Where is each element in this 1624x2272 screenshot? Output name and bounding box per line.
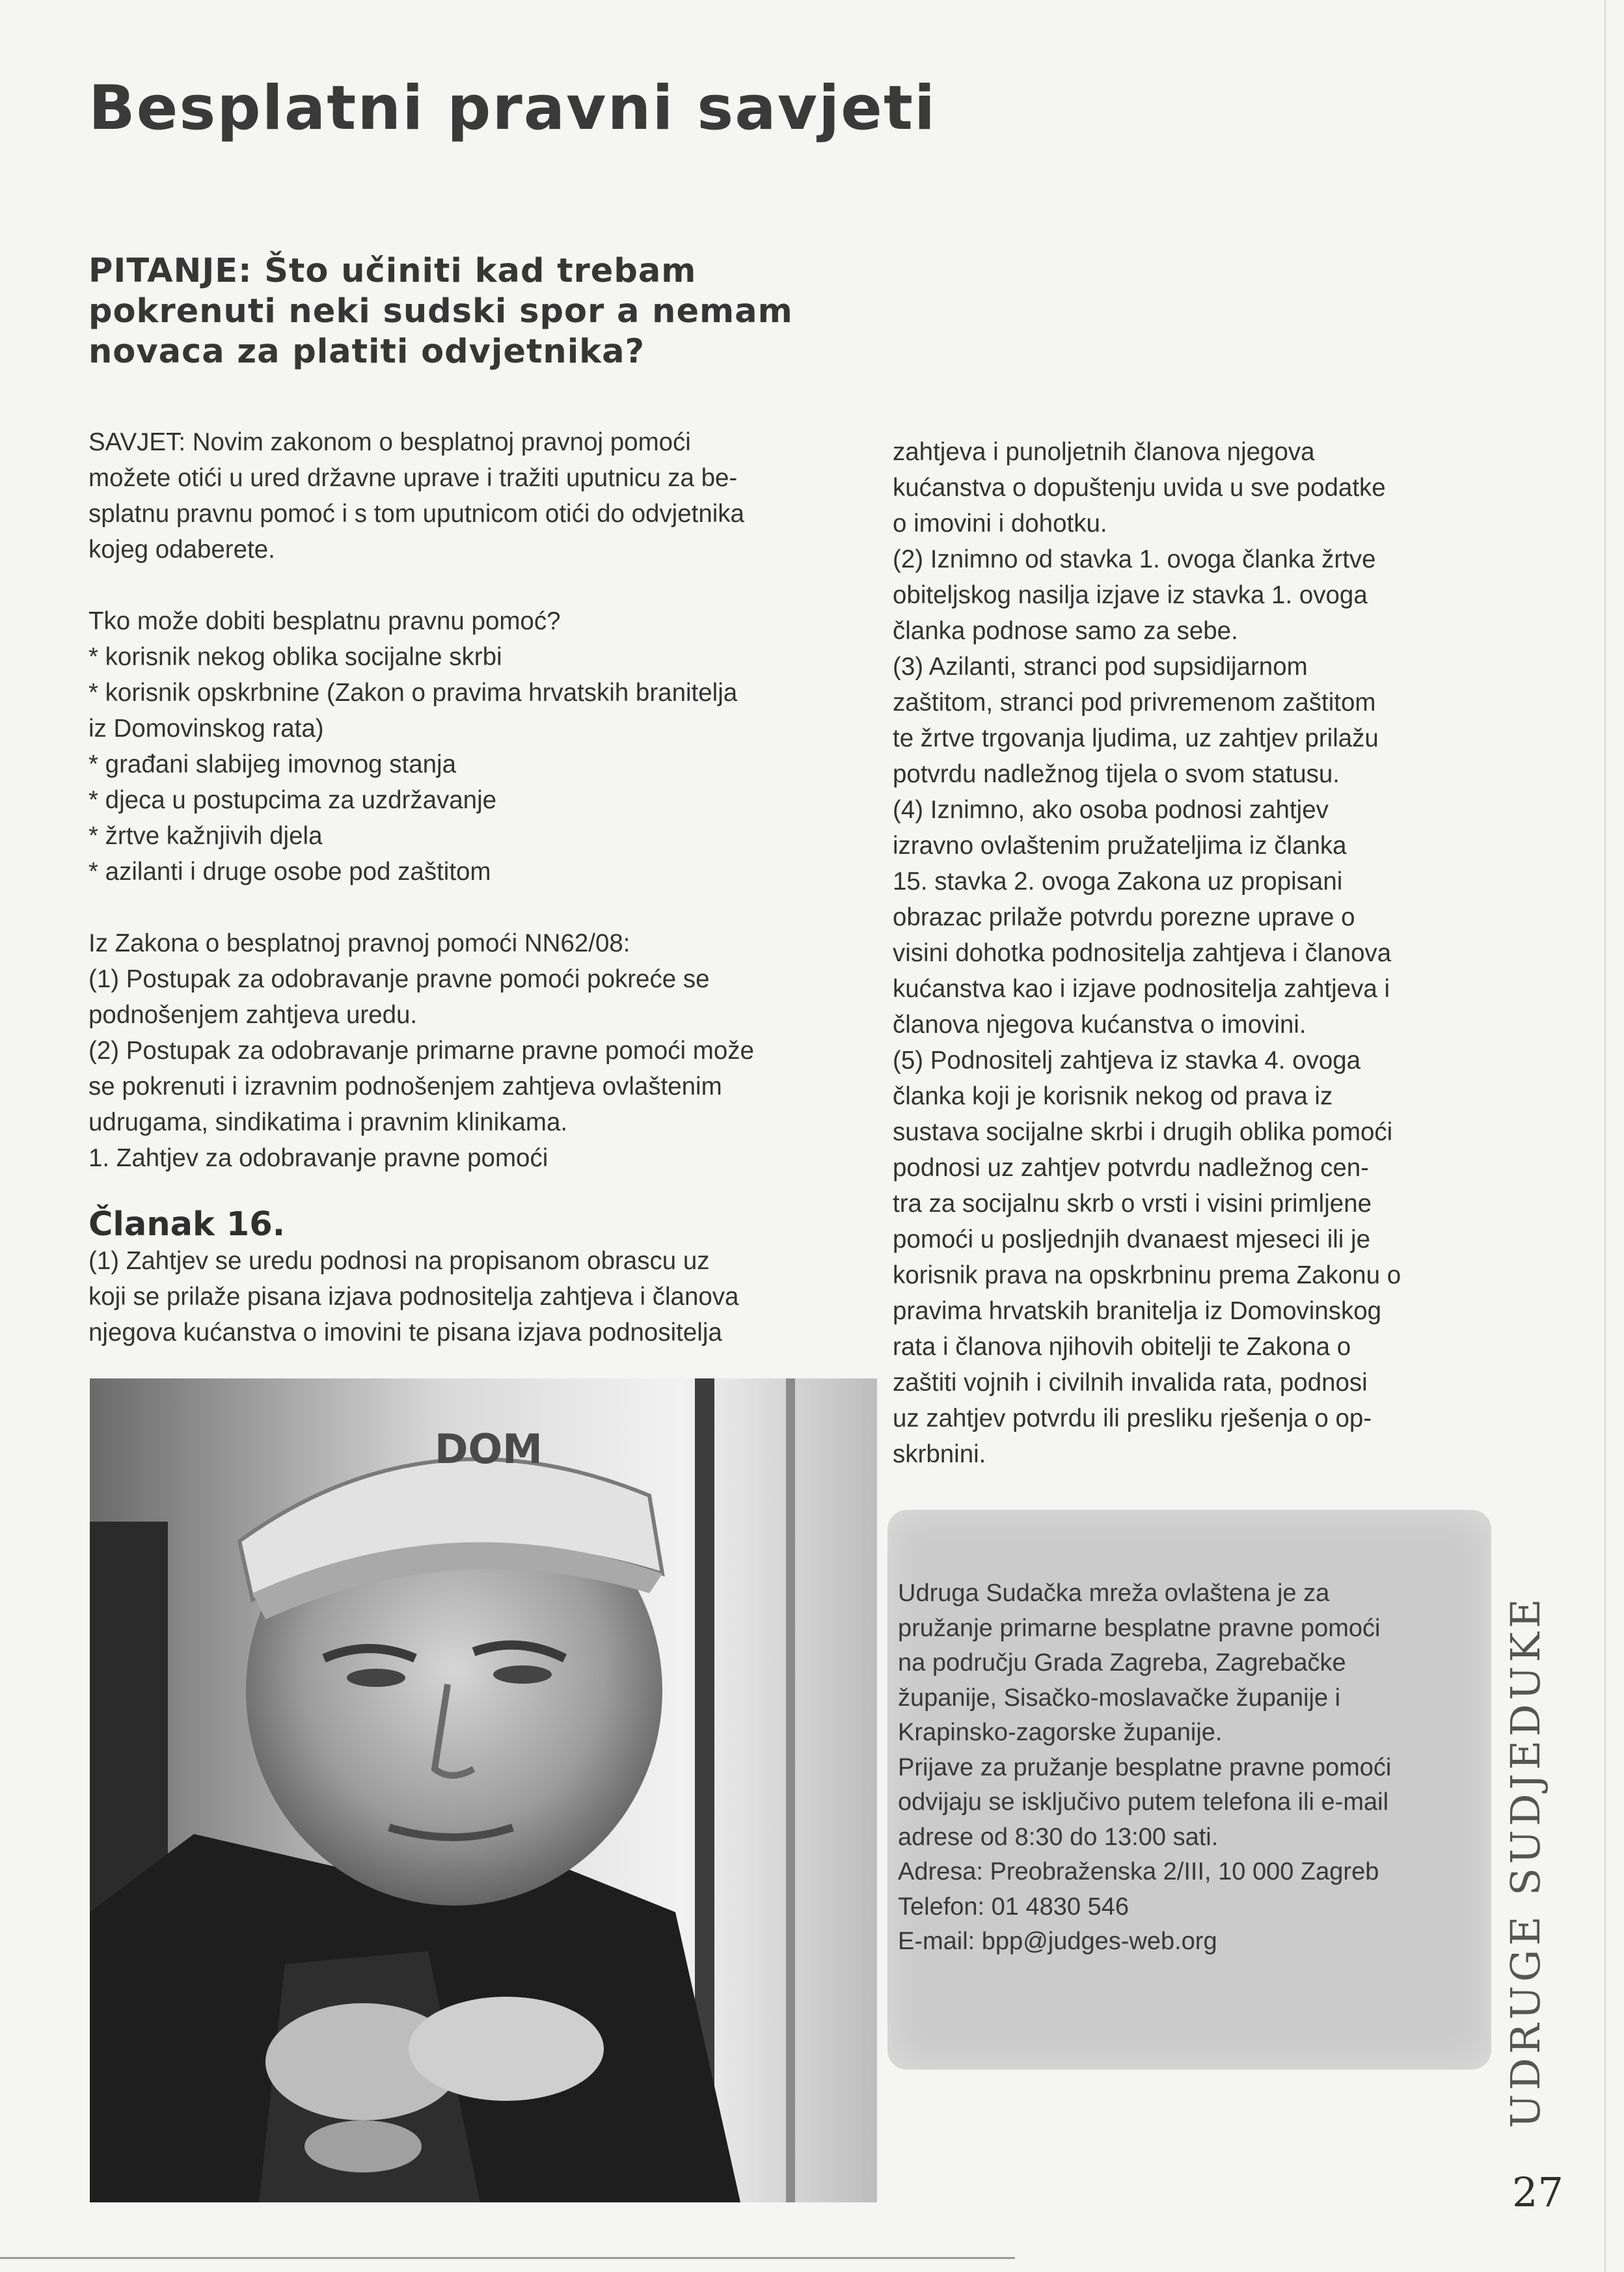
text-line: pomoći u posljednjih dvanaest mjeseci ili je [893, 1225, 1371, 1253]
page-title: Besplatni pravni savjeti [88, 73, 937, 144]
text-line: skrbnini. [893, 1440, 986, 1468]
text-line: udrugama, sindikatima i pravnim klinikama. [88, 1108, 568, 1136]
info-box-text [898, 1576, 1483, 1960]
text-line: na području Grada Zagreba, Zagrebačke [898, 1649, 1346, 1677]
bottom-rule [0, 2257, 1015, 2259]
text-line: zaštiti vojnih i civilnih invalida rata, podnosi [893, 1369, 1368, 1397]
text-line: (1) Zahtjev se uredu podnosi na propisanom obrascu uz [88, 1247, 710, 1275]
text-line: koji se prilaže pisana izjava podnositelja zahtjeva i članova [88, 1283, 739, 1311]
text-line: 15. stavka 2. ovoga Zakona uz propisani [893, 868, 1343, 896]
text-line: rata i članova njihovih obitelji te Zakona o [893, 1333, 1351, 1361]
text-line: (5) Podnositelj zahtjeva iz stavka 4. ovoga [893, 1047, 1361, 1074]
text-line: zaštitom, stranci pod privremenom zaštitom [893, 689, 1376, 717]
text-line: kojeg odaberete. [88, 536, 275, 564]
page-edge [1604, 0, 1606, 2272]
text-line: Udruga Sudačka mreža ovlaštena je za [898, 1580, 1330, 1607]
paragraph-gap [88, 568, 889, 603]
text-line: se pokrenuti i izravnim podnošenjem zahtjeva ovlaštenim [88, 1073, 722, 1101]
text-line: SAVJET: Novim zakonom o besplatnoj pravnoj pomoći [88, 428, 691, 456]
text-line: obiteljskog nasilja izjave iz stavka 1. ovoga [893, 581, 1368, 609]
page-number: 27 [1512, 2169, 1563, 2216]
text-line: (4) Iznimno, ako osoba podnosi zahtjev [893, 796, 1329, 824]
list-item: * građani slabijeg imovnog stanja [88, 750, 457, 778]
text-line: (1) Postupak za odobravanje pravne pomoći pokreće se [88, 965, 710, 993]
photo-illustration [90, 1378, 877, 2202]
text-line: potvrdu nadležnog tijela o svom statusu. [893, 760, 1340, 788]
text-line: članka koji je korisnik nekog od prava iz [893, 1082, 1333, 1110]
list-item: * djeca u postupcima za uzdržavanje [88, 786, 497, 814]
text-line: (3) Azilanti, stranci pod supsidijarnom [893, 653, 1308, 681]
text-line: tra za socijalnu skrb o vrsti i visini primljene [893, 1190, 1372, 1218]
text-line: korisnik prava na opskrbninu prema Zakonu o [893, 1261, 1401, 1289]
text-line: članova njegova kućanstva o imovini. [893, 1011, 1306, 1039]
text-line: visini dohotka podnositelja zahtjeva i članova [893, 939, 1392, 967]
text-line: podnošenjem zahtjeva uredu. [88, 1001, 418, 1029]
list-item: * žrtve kažnjivih djela [88, 822, 323, 850]
article-text [88, 1243, 889, 1350]
left-column [88, 424, 889, 1176]
list-item: * azilanti i druge osobe pod zaštitom [88, 858, 491, 886]
text-line: kućanstva kao i izjave podnositelja zahtjeva i [893, 975, 1390, 1003]
text-line: splatnu pravnu pomoć i s tom uputnicom otići do odvjetnika [88, 500, 744, 528]
text-line: Krapinsko-zagorske županije. [898, 1719, 1223, 1746]
question-heading: PITANJE: Što učiniti kad trebam pokrenuti neki sudski spor a nemam novaca za platiti odvjetnika? [88, 252, 793, 371]
right-column [893, 434, 1517, 1472]
text-line: o imovini i dohotku. [893, 510, 1107, 538]
text-line: možete otići u ured državne uprave i tražiti uputnicu za be- [88, 464, 738, 492]
text-line: Prijave za pružanje besplatne pravne pomoći [898, 1753, 1392, 1781]
text-line: Iz Zakona o besplatnoj pravnoj pomoći NN62/08: [88, 929, 630, 957]
text-line: županije, Sisačko-moslavačke županije i [898, 1684, 1341, 1712]
text-line: kućanstva o dopuštenju uvida u sve podatke [893, 474, 1386, 502]
text-line: izravno ovlaštenim pružateljima iz članka [893, 832, 1347, 860]
phone-line: Telefon: 01 4830 546 [898, 1893, 1129, 1921]
list-item: iz Domovinskog rata) [88, 715, 324, 743]
text-line: njegova kućanstva o imovini te pisana izjava podnositelja [88, 1319, 722, 1347]
list-item: * korisnik opskrbnine (Zakon o pravima hrvatskih branitelja [88, 679, 738, 707]
text-line: te žrtve trgovanja ljudima, uz zahtjev prilažu [893, 724, 1379, 752]
vertical-brand-text: UDRUGE SUDJEDUKE [1502, 1595, 1549, 2128]
text-line: podnosi uz zahtjev potvrdu nadležnog cen- [893, 1154, 1369, 1182]
text-line: (2) Iznimno od stavka 1. ovoga članka žrtve [893, 545, 1376, 573]
email-line: E-mail: bpp@judges-web.org [898, 1928, 1217, 1955]
text-line: zahtjeva i punoljetnih članova njegova [893, 438, 1315, 466]
text-line: 1. Zahtjev za odobravanje pravne pomoći [88, 1144, 548, 1172]
text-line: uz zahtjev potvrdu ili presliku rješenja o op- [893, 1404, 1372, 1432]
info-box [887, 1510, 1491, 2070]
text-line: (2) Postupak za odobravanje primarne pravne pomoći može [88, 1037, 754, 1065]
address-line: Adresa: Preobraženska 2/III, 10 000 Zagreb [898, 1858, 1379, 1885]
text-line: pravima hrvatskih branitelja iz Domovinskog [893, 1297, 1382, 1325]
text-line: odvijaju se isključivo putem telefona ili e-mail [898, 1788, 1389, 1816]
text-line: pružanje primarne besplatne pravne pomoći [898, 1614, 1381, 1642]
text-line: obrazac prilaže potvrdu porezne uprave o [893, 903, 1355, 931]
paragraph-gap [88, 890, 889, 925]
text-line: članka podnose samo za sebe. [893, 617, 1238, 645]
text-line: adrese od 8:30 do 13:00 sati. [898, 1823, 1219, 1851]
cap-logo-text: DOM [435, 1425, 543, 1473]
article-heading: Članak 16. [88, 1205, 286, 1244]
text-line: sustava socijalne skrbi i drugih oblika pomoći [893, 1118, 1393, 1146]
text-line: Tko može dobiti besplatnu pravnu pomoć? [88, 607, 561, 635]
list-item: * korisnik nekog oblika socijalne skrbi [88, 643, 502, 671]
photo-man-in-cap [90, 1378, 877, 2202]
